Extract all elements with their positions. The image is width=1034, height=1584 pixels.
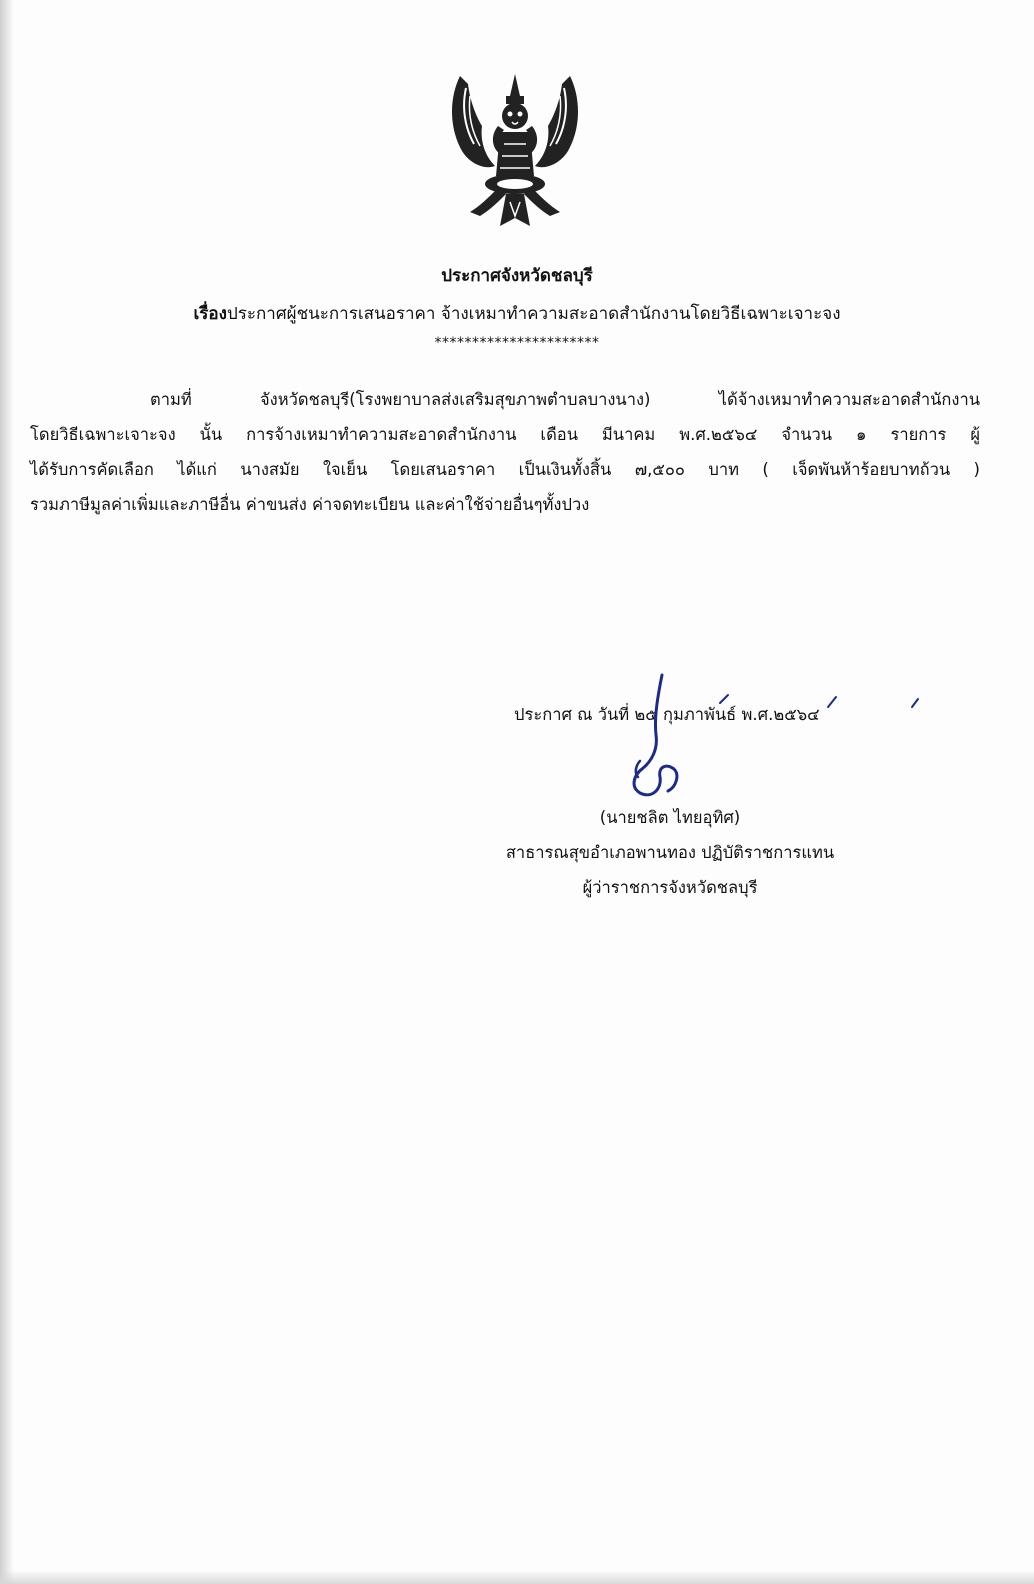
handwritten-signature — [600, 665, 920, 805]
signer-block — [440, 800, 900, 905]
announcement-date: ประกาศ ณ วันที่ ๒๕ กุมภาพันธ์ พ.ศ.๒๕๖๔ — [514, 705, 820, 724]
separator-line: ********************** — [434, 335, 600, 351]
body-line-3: ได้รับการคัดเลือก ได้แก่ นางสมัย ใจเย็น โดยเสนอราคา เป็นเงินทั้งสิ้น ๗,๕๐๐ บาท ( เจ็ดพันห้าร้อยบาทถ้วน ) — [30, 460, 980, 479]
announcement-title: ประกาศจังหวัดชลบุรี — [441, 266, 593, 286]
body-line-2: โดยวิธีเฉพาะเจาะจง นั้น การจ้างเหมาทำความสะอาดสำนักงาน เดือน มีนาคม พ.ศ.๒๕๖๔ จำนวน ๑ รายการ ผู้ — [30, 425, 980, 444]
garuda-emblem-icon — [440, 66, 590, 236]
announcement-body — [30, 382, 980, 522]
signer-name: (นายชลิต ไทยอุทิศ) — [599, 808, 741, 827]
signer-position: สาธารณสุขอำเภอพานทอง ปฏิบัติราชการแทน — [505, 843, 835, 862]
page-edge-left — [0, 0, 14, 1584]
signer-authority: ผู้ว่าราชการจังหวัดชลบุรี — [582, 878, 758, 897]
page-edge-bottom — [0, 1570, 1034, 1584]
body-line-1: ตามที่ จังหวัดชลบุรี(โรงพยาบาลส่งเสริมสุขภาพตำบลบางนาง) ได้จ้างเหมาทำความสะอาดสำนักงาน — [150, 390, 980, 409]
body-line-4: รวมภาษีมูลค่าเพิ่มและภาษีอื่น ค่าขนส่ง ค่าจดทะเบียน และค่าใช้จ่ายอื่นๆทั้งปวง — [30, 495, 590, 514]
announcement-subject — [0, 300, 1034, 327]
subject-label: เรื่อง — [193, 304, 227, 324]
subject-text: ประกาศผู้ชนะการเสนอราคา จ้างเหมาทำความสะอาดสำนักงานโดยวิธีเฉพาะเจาะจง — [226, 304, 841, 324]
